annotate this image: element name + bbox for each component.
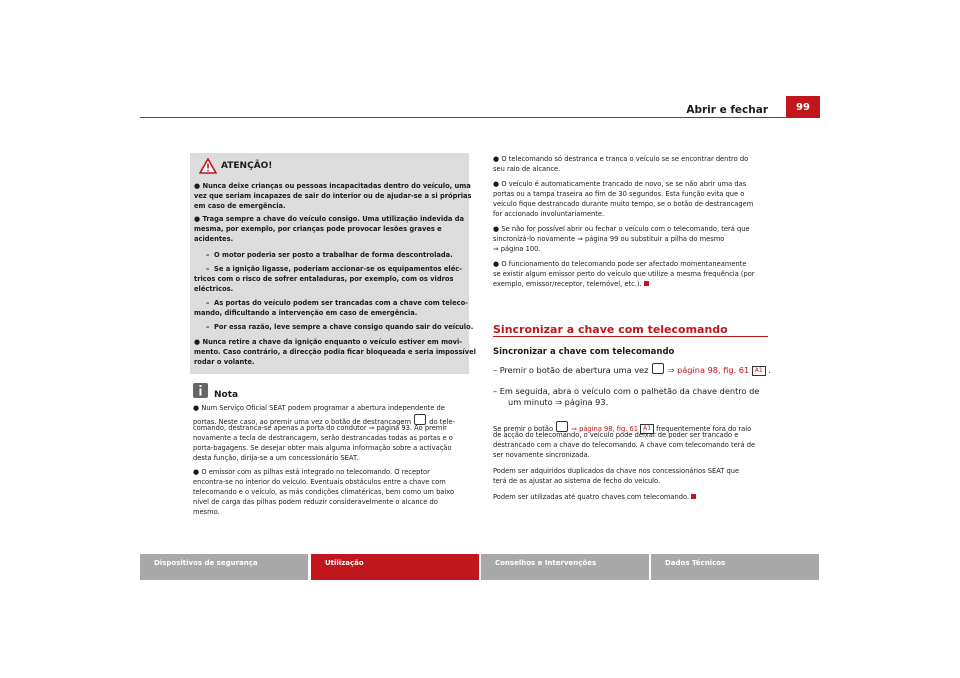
warning-line: tricos com o risco de sofrer entaladuras, por exemplo, com os vidros bbox=[194, 275, 454, 283]
note-line: nível de carga das pilhas podem reduzir consideravelmente o alcance do bbox=[193, 498, 438, 506]
warning-line: ● Nunca deixe crianças ou pessoas incapacitadas dentro do veículo, uma bbox=[194, 182, 471, 190]
body-line: terá de as ajustar ao sistema de fecho do veículo. bbox=[493, 477, 661, 485]
page-number: 99 bbox=[786, 96, 820, 118]
page-reference-link[interactable]: ⇒ página 98, fig. 61 bbox=[667, 365, 750, 375]
info-line: sincronizá-lo novamente ⇒ página 99 ou substituir a pilha do mesmo bbox=[493, 235, 725, 243]
step-1: – Premir o botão de abertura uma vez ⇒ página 98, fig. 61 A1 . bbox=[493, 365, 771, 375]
note-line: desta função, dirija-se a um concessionário SEAT. bbox=[193, 454, 359, 462]
footer-tab-advice[interactable]: Conselhos e Intervenções bbox=[481, 554, 649, 580]
end-mark-icon bbox=[691, 494, 696, 499]
info-line: exemplo, emissor/receptor, telemóvel, etc.). bbox=[493, 280, 649, 289]
step-2: – Em seguida, abra o veículo com o palhetão da chave dentro de bbox=[493, 386, 760, 396]
step-2-cont: um minuto ⇒ página 93. bbox=[508, 397, 609, 407]
info-line: se existir algum emissor perto do veículo que utilize a mesma frequência (por bbox=[493, 270, 755, 278]
note-line: novamente a tecla de destrancagem, serão destrancadas todas as portas e o bbox=[193, 434, 453, 442]
body-line: Se premir o botão ⇒ página 98, fig. 61 A1 frequentemente fora do raio bbox=[493, 421, 751, 434]
footer-tab-technical[interactable]: Dados Técnicos bbox=[651, 554, 819, 580]
info-line: ⇒ página 100. bbox=[493, 245, 541, 253]
note-title: Nota bbox=[214, 390, 239, 400]
body-line: de acção do telecomando, o veículo pode deixar de poder ser trancado e bbox=[493, 431, 739, 439]
warning-subline: – As portas do veículo podem ser trancadas com a chave com teleco- bbox=[206, 299, 468, 307]
warning-line: eléctricos. bbox=[194, 285, 234, 293]
info-line: ● O funcionamento do telecomando pode ser afectado momentaneamente bbox=[493, 260, 747, 268]
info-line: ● O veículo é automaticamente trancado de novo, se se não abrir uma das bbox=[493, 180, 747, 188]
note-line: mesmo. bbox=[193, 508, 220, 516]
warning-line: mando, dificultando a intervenção em caso de emergência. bbox=[194, 309, 418, 317]
footer-tab-safety[interactable]: Dispositivos de segurança bbox=[140, 554, 308, 580]
section-rule bbox=[493, 336, 768, 337]
body-line: ser novamente sincronizada. bbox=[493, 451, 590, 459]
warning-subline: – O motor poderia ser posto a trabalhar de forma descontrolada. bbox=[206, 251, 453, 259]
warning-line: acidentes. bbox=[194, 235, 234, 243]
info-line: portas ou a tampa traseira ao fim de 30 segundos. Esta função evita que o bbox=[493, 190, 745, 198]
warning-line: em caso de emergência. bbox=[194, 202, 286, 210]
unlock-key-icon bbox=[652, 363, 664, 374]
page-header-title: Abrir e fechar bbox=[686, 104, 768, 116]
warning-line: ● Nunca retire a chave da ignição enquanto o veículo estiver em movi- bbox=[194, 338, 463, 346]
figure-label: A1 bbox=[752, 366, 766, 376]
body-line: destrancado com a chave do telecomando. A chave com telecomando terá de bbox=[493, 441, 756, 449]
warning-triangle-icon bbox=[199, 158, 217, 174]
note-line: telecomando e o veículo, as más condições climatéricas, bem como um baixo bbox=[193, 488, 455, 496]
figure-label: A1 bbox=[640, 424, 654, 434]
note-line: porta-bagagens. Se desejar obter mais alguma informação sobre a activação bbox=[193, 444, 452, 452]
info-line: veículo fique destrancado durante muito tempo, se o botão de destrancagem bbox=[493, 200, 754, 208]
section-subtitle: Sincronizar a chave com telecomando bbox=[493, 347, 675, 357]
warning-line: rodar o volante. bbox=[194, 358, 255, 366]
warning-line: mesma, por exemplo, por crianças pode provocar lesões graves e bbox=[194, 225, 442, 233]
warning-title: ATENÇÃO! bbox=[221, 161, 273, 171]
info-line: seu raio de alcance. bbox=[493, 165, 561, 173]
warning-line: ● Traga sempre a chave do veículo consigo. Uma utilização indevida da bbox=[194, 215, 465, 223]
info-line: for accionado involuntariamente. bbox=[493, 210, 605, 218]
note-icon bbox=[193, 383, 208, 398]
section-title: Sincronizar a chave com telecomando bbox=[493, 323, 728, 336]
end-mark-icon bbox=[644, 281, 649, 286]
info-line: ● Se não for possível abrir ou fechar o veículo com o telecomando, terá que bbox=[493, 225, 750, 233]
footer-tab-usage[interactable]: Utilização bbox=[311, 554, 479, 580]
info-line: ● O telecomando só destranca e tranca o veículo se se encontrar dentro do bbox=[493, 155, 749, 163]
note-line: comando, destranca-se apenas a porta do condutor ⇒ página 93. Ao premir bbox=[193, 424, 447, 432]
note-line: portas. Neste caso, ao premir uma vez o botão de destrancagem do tele- bbox=[193, 414, 455, 427]
page-reference-link[interactable]: ⇒ página 98, fig. 61 bbox=[571, 425, 638, 433]
warning-subline: – Por essa razão, leve sempre a chave consigo quando sair do veículo. bbox=[206, 323, 474, 331]
body-line: Podem ser adquiridos duplicados da chave nos concessionários SEAT que bbox=[493, 467, 740, 475]
note-line: ● Num Serviço Oficial SEAT podem programar a abertura independente de bbox=[193, 404, 445, 412]
body-line: Podem ser utilizadas até quatro chaves com telecomando. bbox=[493, 493, 696, 502]
warning-line: mento. Caso contrário, a direcção podia ficar bloqueada e seria impossível bbox=[194, 348, 476, 356]
header-rule bbox=[140, 117, 820, 118]
warning-line: vez que seriam incapazes de sair do interior ou de ajudar-se a si próprias bbox=[194, 192, 472, 200]
warning-subline: – Se a ignição ligasse, poderiam accionar-se os equipamentos eléc- bbox=[206, 265, 462, 273]
note-line: ● O emissor com as pilhas está integrado no telecomando. O receptor bbox=[193, 468, 430, 476]
note-line: encontra-se no interior do veículo. Eventuais obstáculos entre a chave com bbox=[193, 478, 446, 486]
